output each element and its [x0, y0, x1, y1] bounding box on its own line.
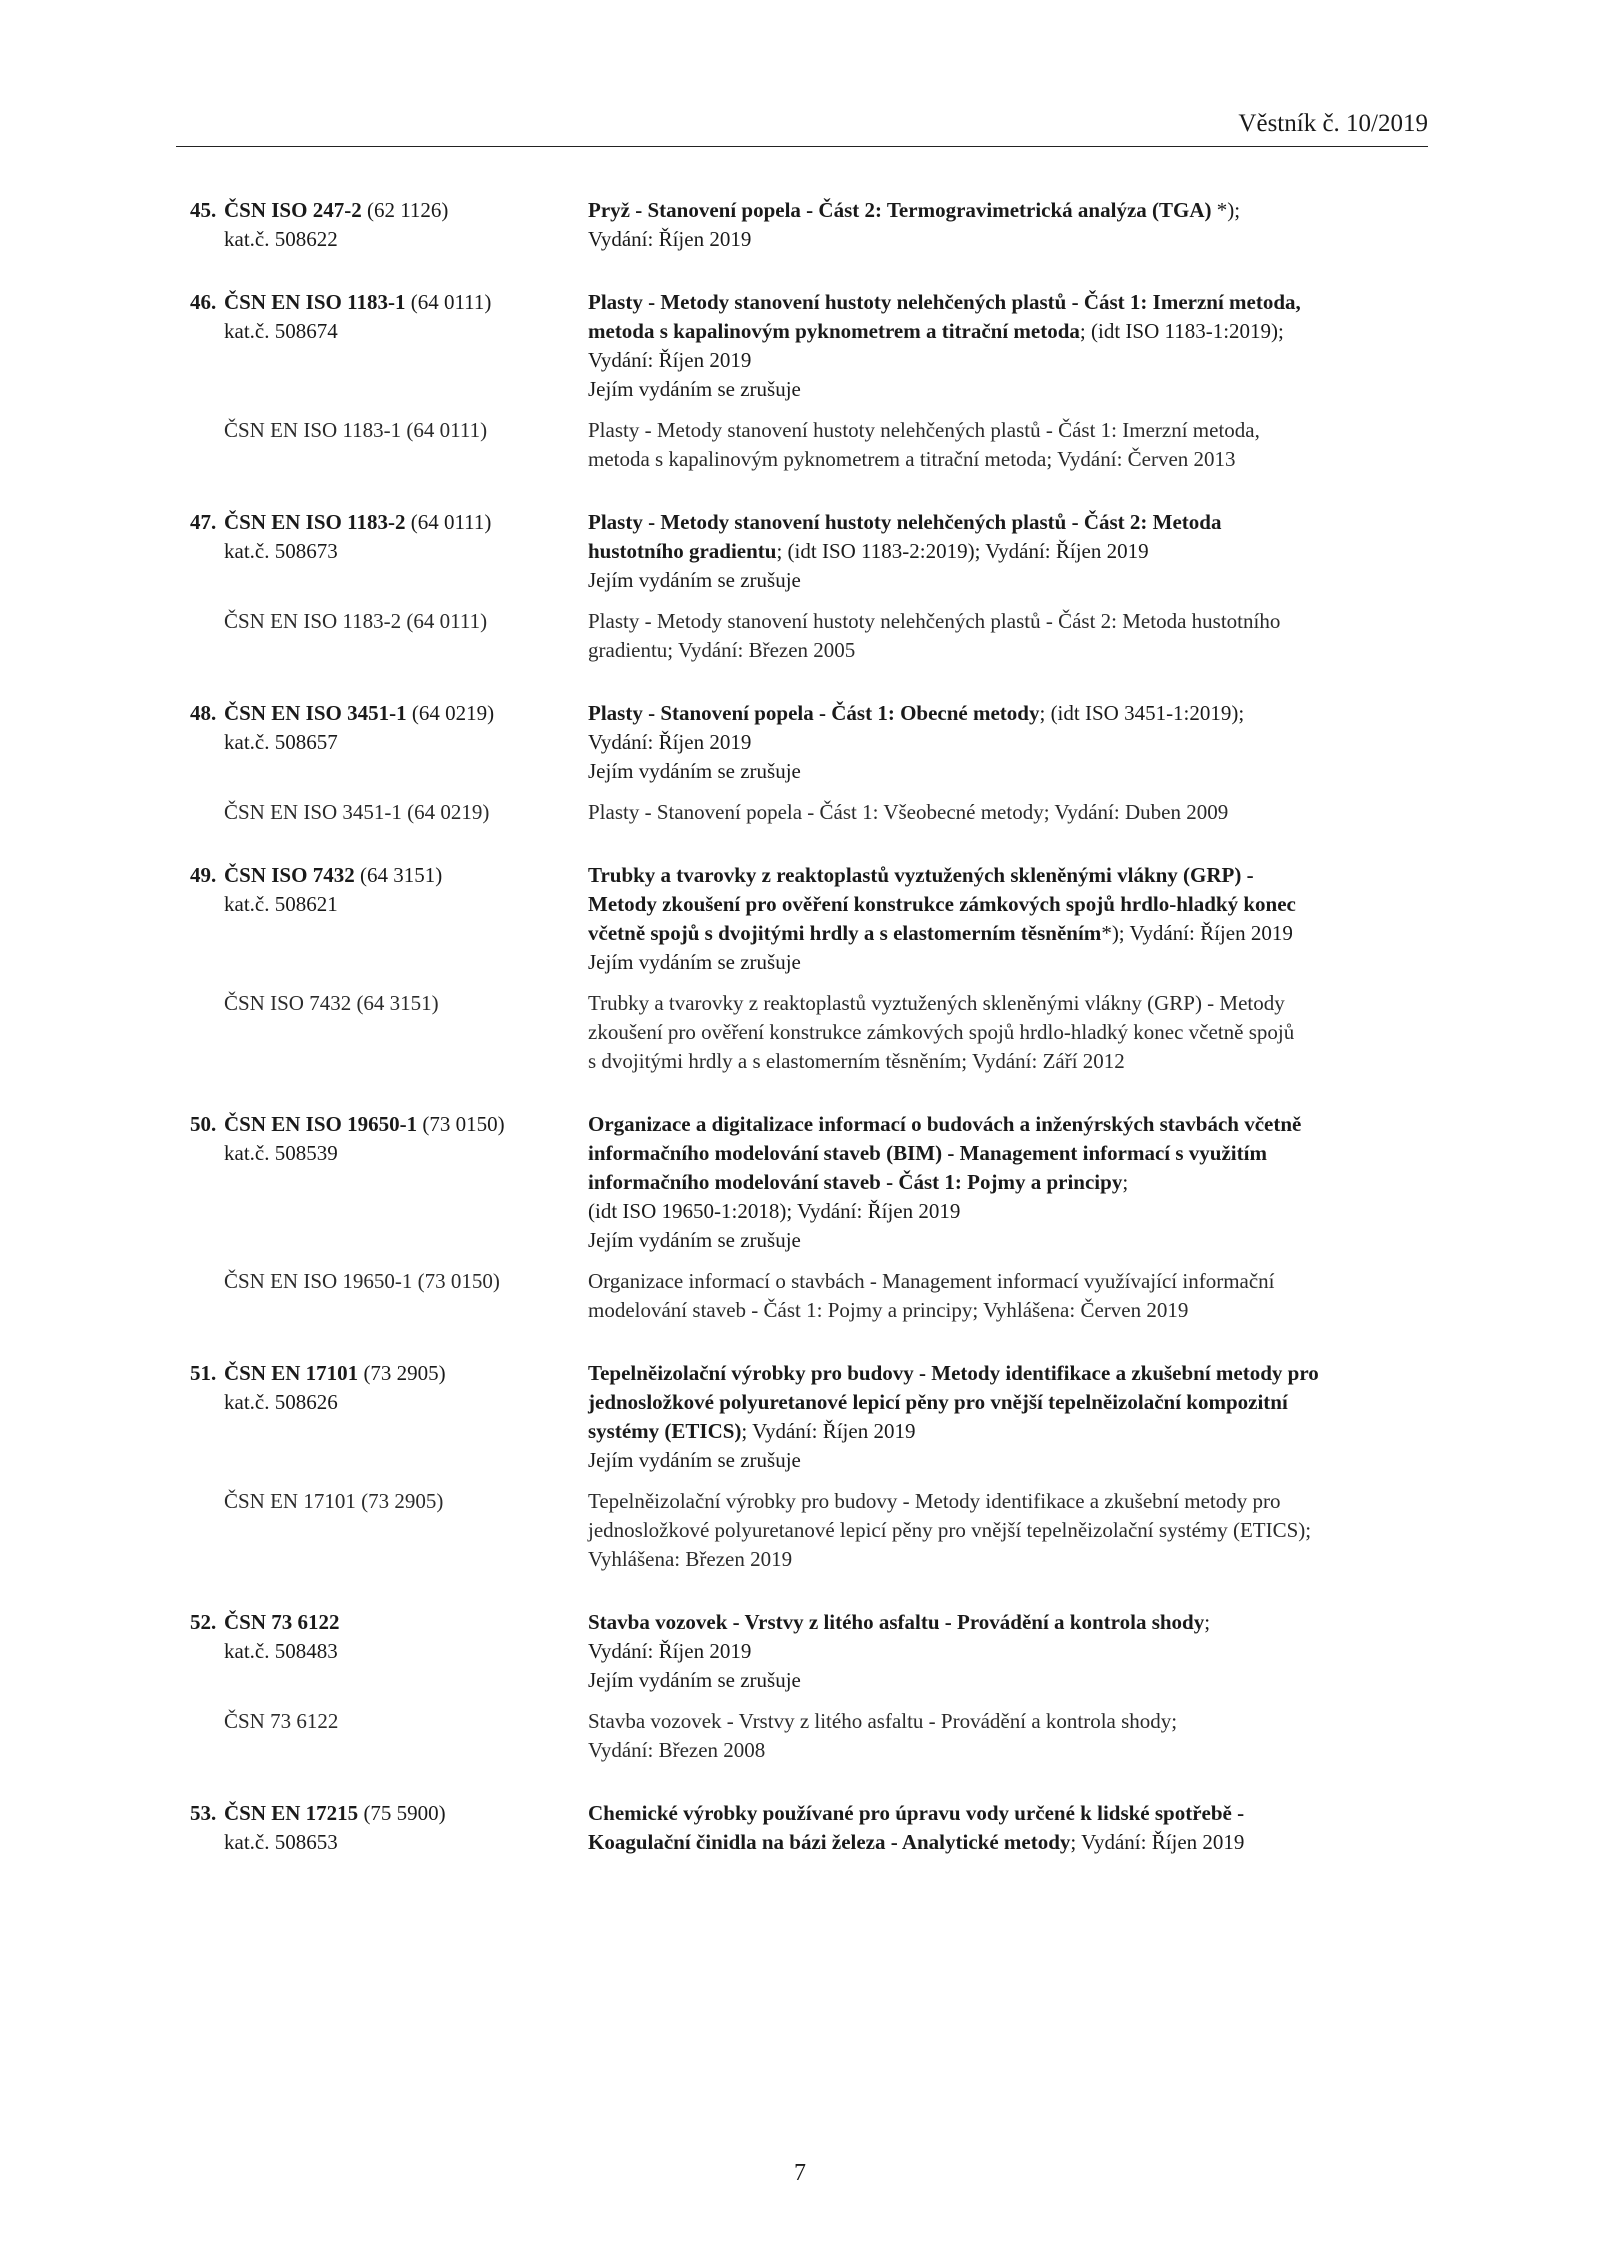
issue-info: Jejím vydáním se zrušuje [588, 568, 801, 592]
entry-description [588, 1110, 1430, 1255]
replaced-title-line: Vydání: Březen 2008 [588, 1738, 766, 1762]
replaced-standard-row [190, 607, 1430, 665]
replaced-description [588, 1487, 1430, 1574]
entry-code-line [190, 1110, 588, 1139]
entry-identifiers [190, 196, 588, 254]
catalog-number: kat.č. 508621 [224, 892, 338, 916]
standard-entry [190, 196, 1430, 254]
replaced-title-line: Plasty - Metody stanovení hustoty nelehčených plastů - Část 1: Imerzní metoda, [588, 418, 1260, 442]
catalog-line [190, 537, 588, 566]
standard-entry [190, 1608, 1430, 1765]
classification-code: (64 0111) [405, 290, 492, 314]
issue-info: Vydání: Říjen 2019 [588, 1639, 752, 1663]
entry-code-line [190, 699, 588, 728]
title-suffix: ; Vydání: Říjen 2019 [1070, 1830, 1245, 1854]
replaced-standard-code: ČSN ISO 7432 (64 3151) [224, 991, 439, 1015]
catalog-line [190, 728, 588, 757]
replaced-title-line: Trubky a tvarovky z reaktoplastů vyztužených skleněnými vlákny (GRP) - Metody [588, 991, 1285, 1015]
replaced-title-line: Organizace informací o stavbách - Management informací využívající informační [588, 1269, 1275, 1293]
catalog-number: kat.č. 508626 [224, 1390, 338, 1414]
entry-main-row [190, 196, 1430, 254]
standard-entry [190, 508, 1430, 665]
catalog-line [190, 317, 588, 346]
entry-main-row [190, 861, 1430, 977]
replaced-standard-row [190, 1487, 1430, 1574]
replaced-identifiers [190, 1267, 588, 1325]
replaced-identifiers [190, 416, 588, 474]
entry-main-row [190, 288, 1430, 404]
replaced-title-line: Plasty - Metody stanovení hustoty nelehčených plastů - Část 2: Metoda hustotního [588, 609, 1281, 633]
issue-info: Vydání: Říjen 2019 [588, 730, 752, 754]
standard-code: ČSN EN ISO 19650-1 [224, 1112, 418, 1136]
replaced-identifiers [190, 1707, 588, 1765]
replaced-code-line [190, 989, 588, 1018]
standard-title: Chemické výrobky používané pro úpravu vody určené k lidské spotřebě - [588, 1801, 1245, 1825]
standard-title: hustotního gradientu [588, 539, 777, 563]
standard-entry [190, 288, 1430, 474]
entry-description [588, 699, 1430, 786]
title-line [588, 1388, 1430, 1417]
issue-info: Jejím vydáním se zrušuje [588, 759, 801, 783]
entry-code-line [190, 861, 588, 890]
replaced-title-line: Stavba vozovek - Vrstvy z litého asfaltu - Provádění a kontrola shody; [588, 1709, 1178, 1733]
entry-identifiers [190, 1608, 588, 1695]
entry-number: 46. [190, 290, 217, 314]
standard-code: ČSN EN ISO 1183-2 [224, 510, 406, 534]
entry-main-row [190, 1110, 1430, 1255]
replaced-title-line: jednosložkové polyuretanové lepicí pěny pro vnější tepelněizolační systémy (ETICS); [588, 1518, 1312, 1542]
entry-code-line [190, 196, 588, 225]
title-suffix: ; Vydání: Říjen 2019 [741, 1419, 916, 1443]
entry-identifiers [190, 288, 588, 404]
entry-main-row [190, 508, 1430, 595]
classification-code: (64 0219) [406, 701, 495, 725]
entry-number: 50. [190, 1112, 217, 1136]
title-suffix: ; (idt ISO 1183-2:2019); Vydání: Říjen 2019 [776, 539, 1149, 563]
entry-identifiers [190, 1359, 588, 1475]
replaced-identifiers [190, 989, 588, 1076]
entry-main-row [190, 699, 1430, 786]
entry-identifiers [190, 699, 588, 786]
title-suffix: ; [1204, 1610, 1211, 1634]
replaced-description [588, 1707, 1430, 1765]
entry-description [588, 861, 1430, 977]
standard-entry [190, 699, 1430, 827]
standard-entry [190, 1359, 1430, 1574]
replaced-standard-code: ČSN EN ISO 3451-1 (64 0219) [224, 800, 490, 824]
standard-code: ČSN EN ISO 3451-1 [224, 701, 407, 725]
standard-title: Plasty - Stanovení popela - Část 1: Obecné metody [588, 701, 1040, 725]
entry-description [588, 1359, 1430, 1475]
title-line [588, 1828, 1430, 1857]
replaced-title-line: Tepelněizolační výrobky pro budovy - Metody identifikace a zkušební metody pro [588, 1489, 1281, 1513]
standard-code: ČSN EN ISO 1183-1 [224, 290, 406, 314]
standard-title: Tepelněizolační výrobky pro budovy - Metody identifikace a zkušební metody pro [588, 1361, 1319, 1385]
title-suffix: *); [1211, 198, 1241, 222]
standard-title: Stavba vozovek - Vrstvy z litého asfaltu - Provádění a kontrola shody [588, 1610, 1205, 1634]
catalog-line [190, 1139, 588, 1168]
title-line [588, 196, 1430, 225]
catalog-line [190, 1637, 588, 1666]
replaced-standard-row [190, 1267, 1430, 1325]
catalog-number: kat.č. 508622 [224, 227, 338, 251]
replaced-title-line: Vyhlášena: Březen 2019 [588, 1547, 793, 1571]
replaced-standard-code: ČSN EN ISO 19650-1 (73 0150) [224, 1269, 500, 1293]
title-line [588, 919, 1430, 948]
entry-identifiers [190, 861, 588, 977]
standard-title: systémy (ETICS) [588, 1419, 742, 1443]
title-line [588, 288, 1430, 317]
catalog-number: kat.č. 508673 [224, 539, 338, 563]
title-line [588, 317, 1430, 346]
classification-code: (75 5900) [358, 1801, 446, 1825]
title-line [588, 1608, 1430, 1637]
entry-code-line [190, 508, 588, 537]
standard-title: Trubky a tvarovky z reaktoplastů vyztužených skleněnými vlákny (GRP) - [588, 863, 1254, 887]
replaced-standard-code: ČSN EN 17101 (73 2905) [224, 1489, 444, 1513]
entry-description [588, 288, 1430, 404]
catalog-line [190, 890, 588, 919]
entry-number: 53. [190, 1801, 217, 1825]
catalog-line [190, 225, 588, 254]
entry-code-line [190, 1799, 588, 1828]
standard-code: ČSN 73 6122 [224, 1610, 340, 1634]
page-number: 7 [794, 2160, 806, 2186]
replaced-standard-row [190, 798, 1430, 827]
title-suffix: *); Vydání: Říjen 2019 [1101, 921, 1293, 945]
replaced-code-line [190, 1487, 588, 1516]
title-suffix: ; [1122, 1170, 1129, 1194]
standard-code: ČSN ISO 7432 [224, 863, 355, 887]
title-line [588, 1110, 1430, 1139]
replaced-standard-code: ČSN EN ISO 1183-1 (64 0111) [224, 418, 488, 442]
title-line [588, 508, 1430, 537]
replaced-standard-row [190, 1707, 1430, 1765]
replaced-title-line: metoda s kapalinovým pyknometrem a titrační metoda; Vydání: Červen 2013 [588, 447, 1236, 471]
standards-list [190, 196, 1430, 1891]
classification-code: (73 0150) [417, 1112, 505, 1136]
catalog-number: kat.č. 508674 [224, 319, 338, 343]
standard-title: jednosložkové polyuretanové lepicí pěny pro vnější tepelněizolační kompozitní [588, 1390, 1288, 1414]
replaced-identifiers [190, 798, 588, 827]
classification-code: (62 1126) [361, 198, 449, 222]
issue-info: Jejím vydáním se zrušuje [588, 950, 801, 974]
entry-number: 47. [190, 510, 217, 534]
entry-identifiers [190, 508, 588, 595]
catalog-number: kat.č. 508539 [224, 1141, 338, 1165]
replaced-description [588, 1267, 1430, 1325]
title-line [588, 699, 1430, 728]
catalog-number: kat.č. 508653 [224, 1830, 338, 1854]
entry-number: 45. [190, 198, 217, 222]
replaced-identifiers [190, 607, 588, 665]
standard-entry [190, 1110, 1430, 1325]
standard-title: Plasty - Metody stanovení hustoty nelehčených plastů - Část 2: Metoda [588, 510, 1222, 534]
replaced-identifiers [190, 1487, 588, 1574]
title-line [588, 890, 1430, 919]
standard-title: Metody zkoušení pro ověření konstrukce zámkových spojů hrdlo-hladký konec [588, 892, 1296, 916]
catalog-line [190, 1828, 588, 1857]
replaced-code-line [190, 1267, 588, 1296]
classification-code: (73 2905) [358, 1361, 446, 1385]
title-suffix: ; (idt ISO 3451-1:2019); [1039, 701, 1245, 725]
issue-info: Jejím vydáním se zrušuje [588, 377, 801, 401]
entry-description [588, 1608, 1430, 1695]
standard-title: včetně spojů s dvojitými hrdly a s elastomerním těsněním [588, 921, 1102, 945]
catalog-number: kat.č. 508657 [224, 730, 338, 754]
entry-number: 51. [190, 1361, 217, 1385]
standard-code: ČSN EN 17215 [224, 1801, 359, 1825]
issue-info: Jejím vydáním se zrušuje [588, 1448, 801, 1472]
title-line [588, 1799, 1430, 1828]
title-line [588, 1139, 1430, 1168]
entry-number: 48. [190, 701, 217, 725]
entry-code-line [190, 1608, 588, 1637]
entry-number: 52. [190, 1610, 217, 1634]
standard-code: ČSN EN 17101 [224, 1361, 359, 1385]
entry-identifiers [190, 1110, 588, 1255]
standard-title: Plasty - Metody stanovení hustoty nelehčených plastů - Část 1: Imerzní metoda, [588, 290, 1301, 314]
classification-code: (64 3151) [354, 863, 443, 887]
title-line [588, 1168, 1430, 1197]
replaced-standard-code: ČSN EN ISO 1183-2 (64 0111) [224, 609, 488, 633]
replaced-title-line: modelování staveb - Část 1: Pojmy a principy; Vyhlášena: Červen 2019 [588, 1298, 1189, 1322]
replaced-description [588, 416, 1430, 474]
standard-title: informačního modelování staveb (BIM) - Management informací s využitím [588, 1141, 1267, 1165]
replaced-code-line [190, 1707, 588, 1736]
entry-main-row [190, 1359, 1430, 1475]
issue-info: Jejím vydáním se zrušuje [588, 1668, 801, 1692]
issue-info: Vydání: Říjen 2019 [588, 348, 752, 372]
standard-code: ČSN ISO 247-2 [224, 198, 362, 222]
title-suffix: ; (idt ISO 1183-1:2019); [1079, 319, 1284, 343]
entry-code-line [190, 1359, 588, 1388]
entry-number: 49. [190, 863, 217, 887]
replaced-title-line: s dvojitými hrdly a s elastomerním těsněním; Vydání: Září 2012 [588, 1049, 1125, 1073]
catalog-number: kat.č. 508483 [224, 1639, 338, 1663]
replaced-standard-code: ČSN 73 6122 [224, 1709, 339, 1733]
entry-code-line [190, 288, 588, 317]
catalog-line [190, 1388, 588, 1417]
entry-main-row [190, 1608, 1430, 1695]
entry-description [588, 508, 1430, 595]
standard-title: Organizace a digitalizace informací o budovách a inženýrských stavbách včetně [588, 1112, 1302, 1136]
issue-info: Jejím vydáním se zrušuje [588, 1228, 801, 1252]
replaced-title-line: Plasty - Stanovení popela - Část 1: Všeobecné metody; Vydání: Duben 2009 [588, 800, 1229, 824]
issue-info: Vydání: Říjen 2019 [588, 227, 752, 251]
standard-title: metoda s kapalinovým pyknometrem a titrační metoda [588, 319, 1080, 343]
replaced-standard-row [190, 416, 1430, 474]
standard-title: informačního modelování staveb - Část 1: Pojmy a principy [588, 1170, 1123, 1194]
title-line [588, 537, 1430, 566]
replaced-title-line: zkoušení pro ověření konstrukce zámkových spojů hrdlo-hladký konec včetně spojů [588, 1020, 1295, 1044]
standard-title: Koagulační činidla na bázi železa - Analytické metody [588, 1830, 1071, 1854]
classification-code: (64 0111) [405, 510, 492, 534]
entry-description [588, 1799, 1430, 1857]
standard-title: Pryž - Stanovení popela - Část 2: Termogravimetrická analýza (TGA) [588, 198, 1212, 222]
title-line [588, 861, 1430, 890]
issue-info: (idt ISO 19650-1:2018); Vydání: Říjen 2019 [588, 1199, 961, 1223]
replaced-description [588, 989, 1430, 1076]
standard-entry [190, 1799, 1430, 1857]
replaced-code-line [190, 607, 588, 636]
replaced-standard-row [190, 989, 1430, 1076]
title-line [588, 1417, 1430, 1446]
bulletin-title: Věstník č. 10/2019 [1238, 110, 1428, 137]
replaced-code-line [190, 798, 588, 827]
replaced-title-line: gradientu; Vydání: Březen 2005 [588, 638, 856, 662]
replaced-code-line [190, 416, 588, 445]
standard-entry [190, 861, 1430, 1076]
entry-description [588, 196, 1430, 254]
title-line [588, 1359, 1430, 1388]
page-header [176, 108, 1428, 147]
replaced-description [588, 798, 1430, 827]
replaced-description [588, 607, 1430, 665]
entry-identifiers [190, 1799, 588, 1857]
entry-main-row [190, 1799, 1430, 1857]
